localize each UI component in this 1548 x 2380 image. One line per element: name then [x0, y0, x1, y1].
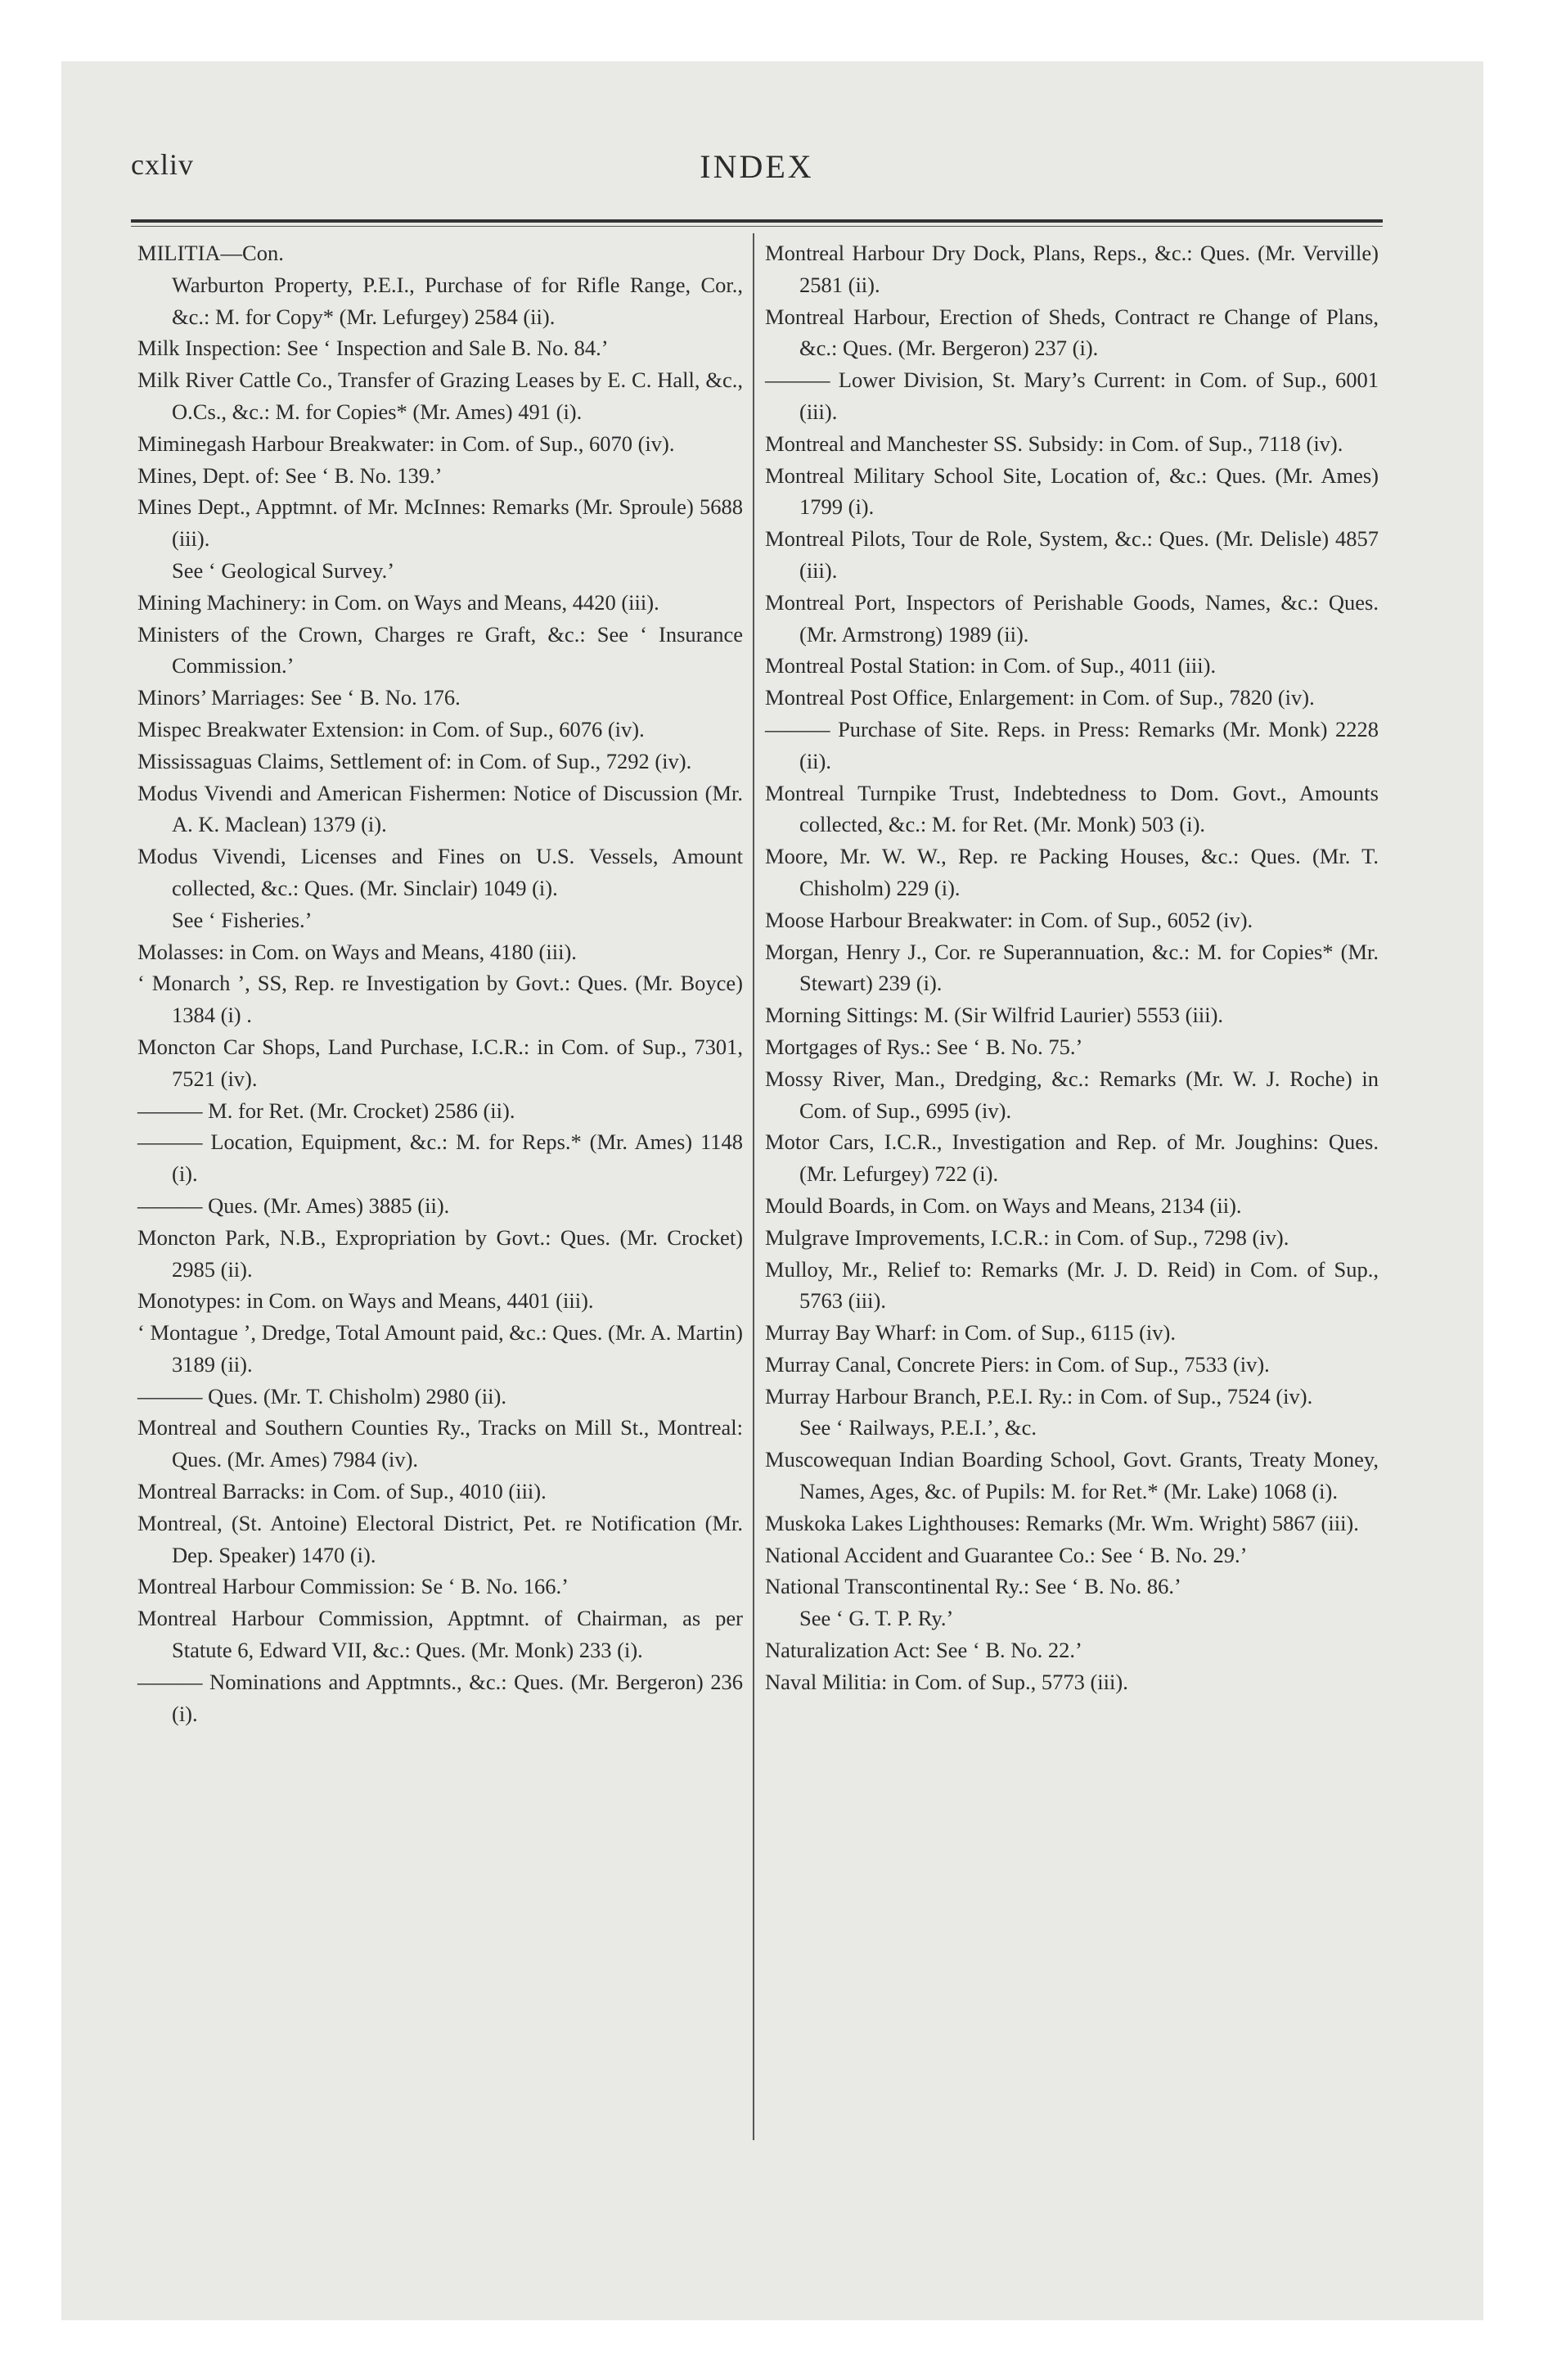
index-entry: Milk Inspection: See ‘ Inspection and Sale B. No. 84.’ — [137, 336, 609, 361]
index-entry: Mississaguas Claims, Settlement of: in Com. of Sup., 7292 (iv). — [137, 748, 692, 773]
index-entry: Murray Bay Wharf: in Com. of Sup., 6115 (iv). — [765, 1320, 1176, 1346]
index-entry: Montreal Harbour Commission, Apptmnt. of Chairman, as per Statute 6, Edward VII, &c.: Ques. (Mr. Monk) 233 (i). — [137, 1606, 743, 1663]
index-entry: ——— Location, Equipment, &c.: M. for Reps.* (Mr. Ames) 1148 (i). — [137, 1129, 743, 1187]
index-entry: Miminegash Harbour Breakwater: in Com. of Sup., 6070 (iv). — [137, 430, 675, 456]
index-entry: ——— Purchase of Site. Reps. in Press: Remarks (Mr. Monk) 2228 (ii). — [765, 716, 1379, 773]
index-entry: Modus Vivendi and American Fishermen: Notice of Discussion (Mr. A. K. Maclean) 1379 (i). — [137, 780, 743, 837]
index-entry: ——— Nominations and Apptmnts., &c.: Ques. (Mr. Bergeron) 236 (i). — [137, 1669, 743, 1726]
index-entry: Moncton Car Shops, Land Purchase, I.C.R.: in Com. of Sup., 7301, 7521 (iv). — [137, 1034, 743, 1091]
page-header — [131, 147, 1383, 196]
left-column — [137, 237, 743, 1729]
index-entry: Moncton Park, N.B., Expropriation by Govt.: Ques. (Mr. Crocket) 2985 (ii). — [137, 1224, 743, 1282]
index-entry: MILITIA—Con. — [137, 241, 284, 265]
index-entry: Mortgages of Rys.: See ‘ B. No. 75.’ — [765, 1034, 1083, 1059]
index-entry: Montreal Harbour Dry Dock, Plans, Reps., &c.: Ques. (Mr. Verville) 2581 (ii). — [765, 241, 1379, 297]
index-entry: Montreal Pilots, Tour de Role, System, &c.: Ques. (Mr. Delisle) 4857 (iii). — [765, 526, 1379, 583]
index-entry: Mines, Dept. of: See ‘ B. No. 139.’ — [137, 462, 443, 488]
index-entry: ‘ Montague ’, Dredge, Total Amount paid, &c.: Ques. (Mr. A. Martin) 3189 (ii). — [137, 1320, 743, 1377]
index-entry: Muskoka Lakes Lighthouses: Remarks (Mr. Wm. Wright) 5867 (iii). — [765, 1510, 1359, 1535]
index-entry: Montreal Port, Inspectors of Perishable Goods, Names, &c.: Ques. (Mr. Armstrong) 1989 (ii). — [765, 589, 1379, 647]
index-entry: ——— M. for Ret. (Mr. Crocket) 2586 (ii). — [137, 1098, 515, 1123]
index-entry: National Transcontinental Ry.: See ‘ B. No. 86.’ — [765, 1574, 1181, 1599]
index-entry: Mining Machinery: in Com. on Ways and Means, 4420 (iii). — [137, 589, 659, 615]
index-entry: See ‘ G. T. P. Ry.’ — [799, 1606, 954, 1631]
index-entry: Ministers of the Crown, Charges re Graft, &c.: See ‘ Insurance Commission.’ — [137, 621, 743, 678]
index-entry: Montreal Barracks: in Com. of Sup., 4010 (iii). — [137, 1479, 547, 1504]
index-entry: Minors’ Marriages: See ‘ B. No. 176. — [137, 685, 461, 710]
index-entry: ‘ Monarch ’, SS, Rep. re Investigation by Govt.: Ques. (Mr. Boyce) 1384 (i) . — [137, 971, 743, 1028]
index-entry: Montreal Post Office, Enlargement: in Com. of Sup., 7820 (iv). — [765, 685, 1315, 710]
index-entry: Milk River Cattle Co., Transfer of Grazing Leases by E. C. Hall, &c., O.Cs., &c.: M. for Copies* (Mr. Ames) 491 (i). — [137, 367, 743, 424]
index-entry: Motor Cars, I.C.R., Investigation and Rep. of Mr. Joughins: Ques. (Mr. Lefurgey) 722 (i). — [765, 1129, 1379, 1187]
index-entry: Naturalization Act: See ‘ B. No. 22.’ — [765, 1638, 1082, 1663]
index-entry: ——— Lower Division, St. Mary’s Current: in Com. of Sup., 6001 (iii). — [765, 367, 1379, 424]
index-entry: Morgan, Henry J., Cor. re Superannuation, &c.: M. for Copies* (Mr. Stewart) 239 (i). — [765, 939, 1379, 996]
index-entry: Modus Vivendi, Licenses and Fines on U.S. Vessels, Amount collected, &c.: Ques. (Mr. Sinclair) 1049 (i). — [137, 844, 743, 900]
index-entry: Mulgrave Improvements, I.C.R.: in Com. of Sup., 7298 (iv). — [765, 1224, 1289, 1250]
index-entry: Warburton Property, P.E.I., Purchase of for Rifle Range, Cor., &c.: M. for Copy* (Mr. Lefurgey) 2584 (ii). — [172, 272, 743, 329]
index-entry: See ‘ Fisheries.’ — [172, 907, 313, 932]
index-entry: Montreal and Southern Counties Ry., Tracks on Mill St., Montreal: Ques. (Mr. Ames) 7984 (iv). — [137, 1415, 743, 1472]
index-entry: Mulloy, Mr., Relief to: Remarks (Mr. J. D. Reid) in Com. of Sup., 5763 (iii). — [765, 1256, 1379, 1314]
index-entry: See ‘ Railways, P.E.I.’, &c. — [799, 1415, 1037, 1440]
index-entry: Montreal Military School Site, Location of, &c.: Ques. (Mr. Ames) 1799 (i). — [765, 462, 1379, 520]
header-rule-thin — [131, 226, 1383, 227]
index-entry: Montreal, (St. Antoine) Electoral District, Pet. re Notification (Mr. Dep. Speaker) 1470 (i). — [137, 1510, 743, 1567]
index-entry: ——— Ques. (Mr. T. Chisholm) 2980 (ii). — [137, 1383, 506, 1409]
index-entry: Muscowequan Indian Boarding School, Govt. Grants, Treaty Money, Names, Ages, &c. of Pupils: M. for Ret.* (Mr. Lake) 1068 (i). — [765, 1447, 1379, 1504]
index-entry: Mossy River, Man., Dredging, &c.: Remarks (Mr. W. J. Roche) in Com. of Sup., 6995 (iv). — [765, 1066, 1379, 1123]
index-entry: Naval Militia: in Com. of Sup., 5773 (iii). — [765, 1669, 1128, 1694]
index-entry: See ‘ Geological Survey.’ — [172, 557, 395, 583]
index-entry: Montreal Turnpike Trust, Indebtedness to Dom. Govt., Amounts collected, &c.: M. for Ret. (Mr. Monk) 503 (i). — [765, 780, 1379, 837]
index-entry: Montreal Harbour Commission: Se ‘ B. No. 166.’ — [137, 1574, 569, 1599]
index-entry: Montreal Harbour, Erection of Sheds, Contract re Change of Plans, &c.: Ques. (Mr. Bergeron) 237 (i). — [765, 304, 1379, 361]
page-number: cxliv — [131, 148, 194, 181]
index-entry: ——— Ques. (Mr. Ames) 3885 (ii). — [137, 1192, 450, 1218]
index-entry: Moose Harbour Breakwater: in Com. of Sup., 6052 (iv). — [765, 907, 1253, 932]
index-entry: Montreal and Manchester SS. Subsidy: in Com. of Sup., 7118 (iv). — [765, 430, 1343, 456]
index-entry: Molasses: in Com. on Ways and Means, 4180 (iii). — [137, 939, 577, 964]
index-entry: Murray Harbour Branch, P.E.I. Ry.: in Com. of Sup., 7524 (iv). — [765, 1383, 1313, 1409]
index-entry: Montreal Postal Station: in Com. of Sup., 4011 (iii). — [765, 653, 1217, 678]
column-divider — [753, 233, 754, 2140]
index-entry: National Accident and Guarantee Co.: See ‘ B. No. 29.’ — [765, 1542, 1248, 1567]
right-column — [765, 237, 1379, 1698]
header-rule — [131, 219, 1383, 223]
index-entry: Moore, Mr. W. W., Rep. re Packing Houses, &c.: Ques. (Mr. T. Chisholm) 229 (i). — [765, 844, 1379, 900]
index-entry: Mispec Breakwater Extension: in Com. of Sup., 6076 (iv). — [137, 716, 645, 741]
index-entry: Monotypes: in Com. on Ways and Means, 4401 (iii). — [137, 1288, 594, 1314]
index-entry: Mould Boards, in Com. on Ways and Means, 2134 (ii). — [765, 1192, 1242, 1218]
index-entry: Mines Dept., Apptmnt. of Mr. McInnes: Remarks (Mr. Sproule) 5688 (iii). — [137, 494, 743, 552]
index-entry: Morning Sittings: M. (Sir Wilfrid Laurier) 5553 (iii). — [765, 1003, 1224, 1028]
page-title: INDEX — [700, 148, 814, 185]
index-entry: Murray Canal, Concrete Piers: in Com. of Sup., 7533 (iv). — [765, 1351, 1270, 1377]
